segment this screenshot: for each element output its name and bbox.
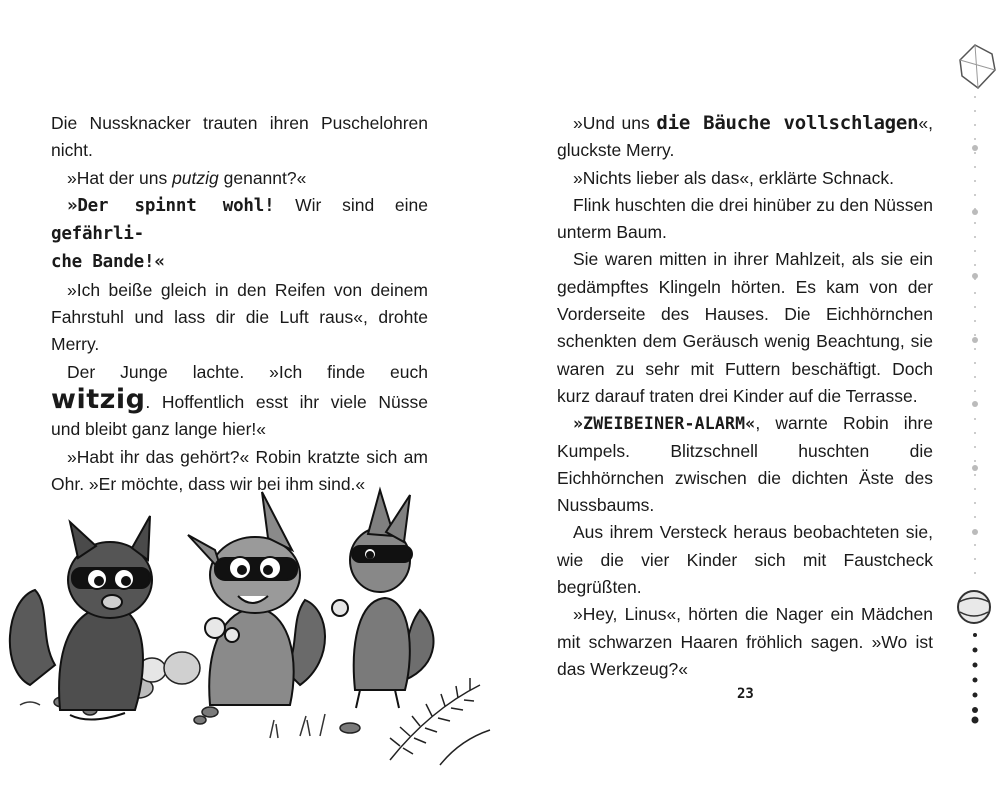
paragraph: »Habt ihr das gehört?« Robin kratzte sich am Ohr. »Er möchte, dass wir bei ihm sind.« <box>51 446 428 494</box>
paragraph: »Nichts lieber als das«, erklärte Schnack. <box>573 167 894 188</box>
acorn-dot-trail-icon <box>950 40 1000 730</box>
paragraph: Flink huschten die drei hinüber zu den Nüssen unterm Baum. <box>557 194 933 243</box>
shout-text: »ZWEIBEINER-ALARM« <box>573 414 756 434</box>
paragraph: »Und uns die Bäuche vollschlagen«, gluckste Merry. <box>557 112 934 161</box>
shout-text: »Der spinnt wohl! <box>67 195 275 216</box>
paragraph: Aus ihrem Versteck heraus beobachteten sie, wie die vier Kinder sich mit Faustcheck begrüßten. <box>557 522 933 598</box>
shout-text: che Bande!« <box>51 252 165 273</box>
paragraph: »Ich beiße gleich in den Reifen von deinem Fahrstuhl und lass dir die Luft raus«, drohte Merry. <box>51 279 428 355</box>
paragraph: »Hey, Linus«, hörten die Nager ein Mädchen mit schwarzen Haaren fröhlich sagen. »Wo ist das Werkzeug?« <box>557 604 933 679</box>
shout-text: gefährli- <box>51 224 145 245</box>
left-page-text <box>51 110 428 498</box>
paragraph: »Der spinnt wohl! Wir sind eine gefährli- che Bande!« <box>51 194 428 273</box>
page-number: 23 <box>737 686 754 702</box>
squirrel-gang-illustration <box>0 480 500 770</box>
paragraph: Der Junge lachte. »Ich finde euch witzig. Hoffentlich esst ihr viele Nüsse und bleibt ganz lange hier!« <box>51 361 428 440</box>
paragraph: »ZWEIBEINER-ALARM«, warnte Robin ihre Kumpels. Blitzschnell huschten die Eichhörnchen zwischen die dichten Äste des Nussbaums. <box>557 413 933 516</box>
right-page-text <box>557 110 933 683</box>
paragraph: »Hat der uns putzig genannt?« <box>67 167 307 188</box>
right-page <box>500 0 1000 800</box>
emphasis: putzig <box>172 167 219 188</box>
shout-text: die Bäuche vollschlagen <box>656 112 919 134</box>
paragraph: Sie waren mitten in ihrer Mahlzeit, als sie ein gedämpftes Klingeln hörten. Es kam von der Vorderseite des Hauses. Die Eichhörnchen schenkten dem Geräusch wenig Beachtung, sie waren zu sehr mit Futtern beschäftigt. Doch kurz darauf traten drei Kinder auf die Terrasse. <box>557 249 933 406</box>
paragraph: Die Nussknacker trauten ihren Puschelohren nicht. <box>51 113 428 161</box>
big-word: witzig <box>51 383 146 415</box>
